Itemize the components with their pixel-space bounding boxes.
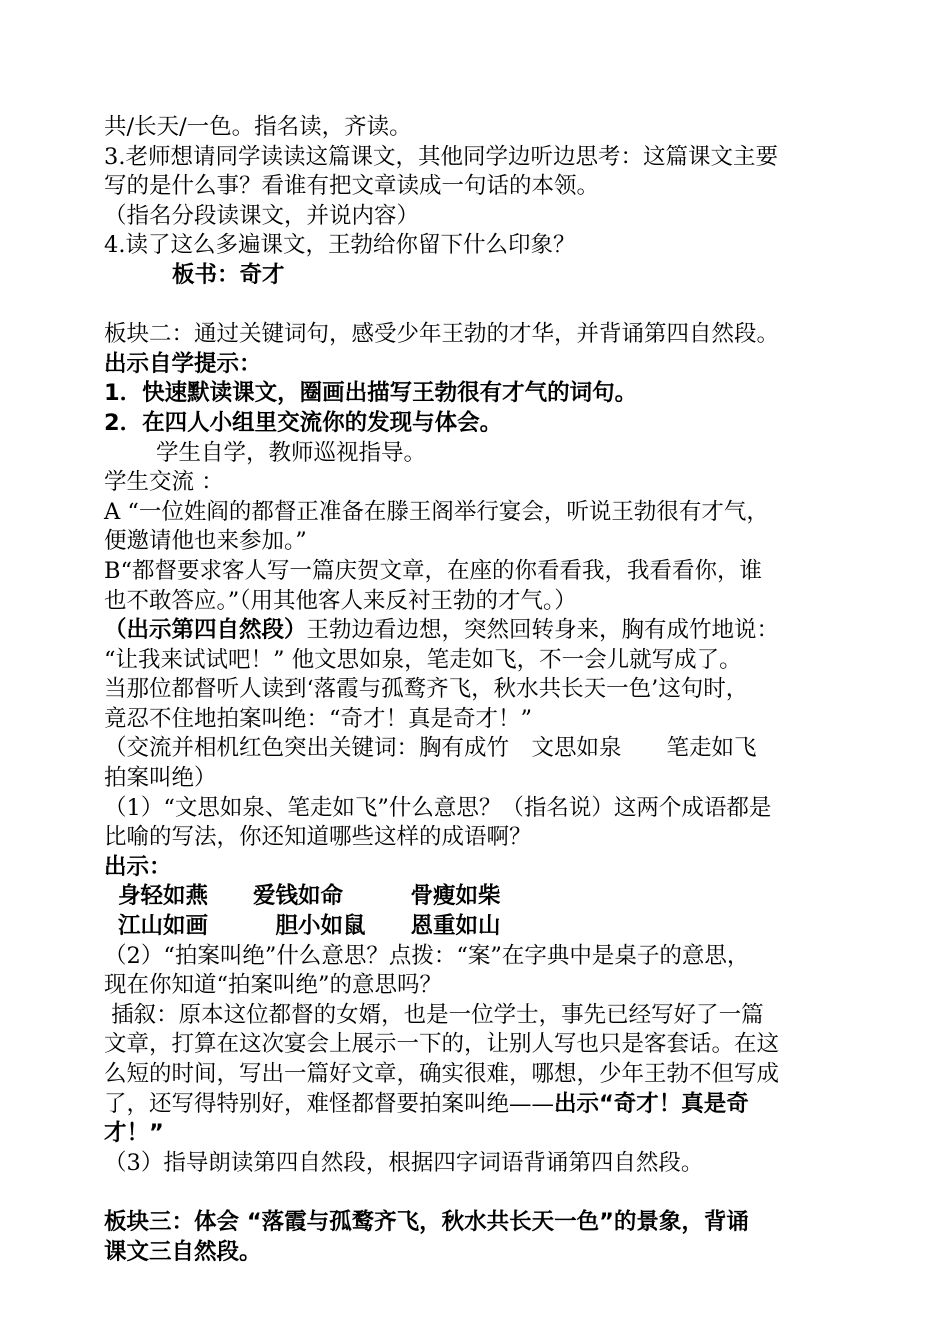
bold-note: （出示第四自然段） [104,617,307,644]
text-line: 也不敢答应。”（用其他客人来反衬王勃的才气。） [104,587,577,614]
text-line: 4.读了这么多遍课文，王勃给你留下什么印象？ [104,232,576,259]
show-heading: 出示： [104,853,172,880]
blank-line [104,291,852,321]
self-study-item: 1．快速默读课文，圈画出描写王勃很有才气的词句。 [104,380,638,407]
text-span: 了，还写得特别好，难怪都督要拍案叫绝—— [104,1090,555,1117]
bold-quote: 出示“奇才！真是奇 [554,1090,749,1117]
text-line: 3.老师想请同学读读这篇课文，其他同学边听边思考：这篇课文主要 [104,143,778,170]
bold-quote-end: 才！” [104,1120,164,1147]
self-study-heading: 出示自学提示： [104,350,262,377]
idiom-row: 江山如画 胆小如鼠 恩重如山 [118,913,501,940]
text-line: 拍案叫绝） [104,765,217,792]
idiom-row: 身轻如燕 爱钱如命 骨瘦如柴 [118,883,501,910]
section-heading: 板块二：通过关键词句，感受少年王勃的才华，并背诵第四自然段。 [104,321,780,348]
text-line: （指名分段读课文，并说内容） [104,202,420,229]
text-line: 学生交流 ： [104,469,224,496]
text-line: （2）“拍案叫绝”什么意思？点拨：“案”在字典中是桌子的意思， [104,942,750,969]
text-line: B“都督要求客人写一篇庆贺文章，在座的你看看我，我看看你，谁 [104,557,763,584]
self-study-item: 2．在四人小组里交流你的发现与体会。 [104,409,503,436]
text-span: 王勃边看边想，突然回转身来，胸有成竹地说： [306,617,780,644]
text-line: 现在你知道“拍案叫绝”的意思吗？ [104,972,443,999]
board-writing: 板书：奇才 [172,261,285,288]
text-line: 当那位都督听人读到‘落霞与孤鹜齐飞，秋水共长天一色’这句时， [104,676,749,703]
text-line: “让我来试试吧！” 他文思如泉，笔走如飞，不一会儿就写成了。 [104,646,742,673]
section-heading: 板块三：体会 “落霞与孤鹜齐飞，秋水共长天一色”的景象，背诵 [104,1208,749,1235]
text-line: 么短的时间，写出一篇好文章，确实很难，哪想，少年王勃不但写成 [104,1061,780,1087]
text-line: （1）“文思如泉、笔走如飞”什么意思？（指名说）这两个成语都是 [104,794,772,821]
text-line: 文章，打算在这次宴会上展示一下的，让别人写也只是客套话。在这 [104,1031,780,1058]
text-line: （交流并相机红色突出关键词：胸有成竹 文思如泉 笔走如飞 [104,735,757,762]
text-line [104,1090,852,1120]
text-line: 共/长天/一色。指名读，齐读。 [104,114,412,140]
text-line: A “一位姓阎的都督正准备在滕王阁举行宴会，听说王勃很有才气， [104,498,769,525]
text-line: 插叙：原本这位都督的女婿，也是一位学士，事先已经写好了一篇 [104,1001,764,1028]
section-heading: 课文三自然段。 [104,1238,262,1265]
text-line: 学生自学，教师巡视指导。 [156,439,427,466]
text-line: 比喻的写法，你还知道哪些这样的成语啊？ [104,824,532,851]
text-line: （3）指导朗读第四自然段，根据四字词语背诵第四自然段。 [104,1149,704,1176]
document-page [104,113,852,1267]
text-line: 便邀请他也来参加。” [104,528,307,555]
text-line: 竟忍不住地拍案叫绝：“奇才！真是奇才！” [104,705,533,732]
text-line [104,616,852,646]
text-line: 写的是什么事？看谁有把文章读成一句话的本领。 [104,173,600,200]
blank-line [104,1178,852,1208]
